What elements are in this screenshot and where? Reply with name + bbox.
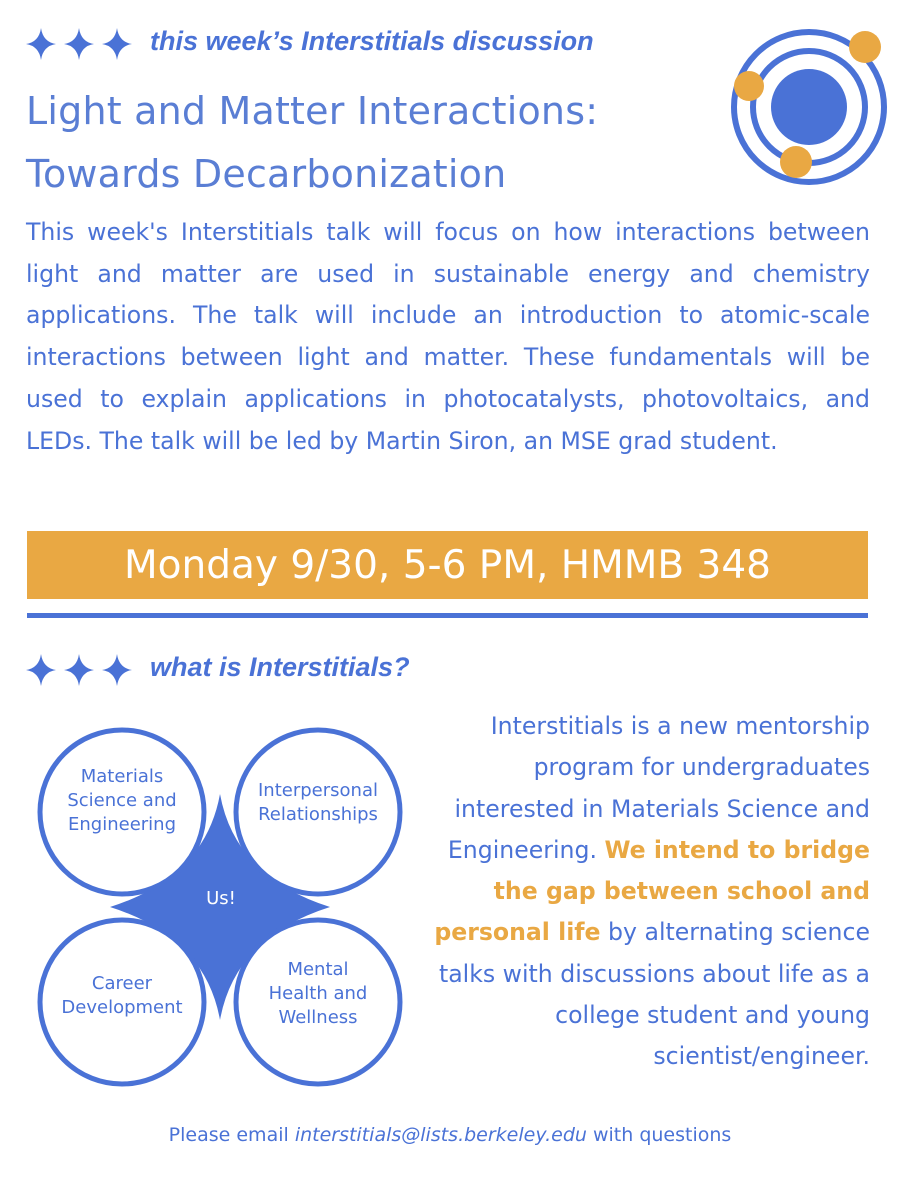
divider: [27, 613, 868, 618]
mission-highlight: We intend to bridge the gap between school and personal life: [434, 835, 870, 947]
talk-description: This week's Interstitials talk will focus on how interactions between light and matter are used in sustainable energy and chemistry applications. The talk will include an introduction to atomic-scale interactions between light and matter. These fundamentals will be used to explain applications in photocatalysts, photovoltaics, and LEDs. The talk will be led by Martin Siron, an MSE grad student.: [26, 218, 870, 455]
about-description: Interstitials is a new mentorship program for undergraduates interested in Materials Science and Engineering. We intend to bridge the gap between school and personal life by alternating science talks with discussions about life as a college student and young scientist/engineer.: [434, 712, 870, 1071]
atom-logo-icon: [724, 22, 894, 192]
section-kicker: this week’s Interstitials discussion: [150, 26, 594, 56]
page-title-line-2: Towards Decarbonization: [26, 152, 507, 196]
circle-materials-science: Materials Science and Engineering: [67, 766, 177, 835]
about-kicker: what is Interstitials?: [150, 652, 410, 682]
circle-career: Career Development: [61, 973, 183, 1018]
sparkle-icon: [24, 652, 134, 688]
sparkle-icon: [24, 26, 134, 62]
event-details: Monday 9/30, 5-6 PM, HMMB 348: [123, 542, 771, 588]
event-banner: [27, 531, 868, 599]
contact-footer: Please email interstitials@lists.berkeley.edu with questions: [168, 1124, 732, 1146]
contact-email[interactable]: interstitials@lists.berkeley.edu: [294, 1124, 587, 1146]
circle-mental-health: Mental Health and Wellness: [268, 959, 368, 1028]
page-title-line-1: Light and Matter Interactions:: [26, 89, 599, 133]
diagram-center-label: Us!: [206, 888, 236, 909]
circle-interpersonal: Interpersonal Relationships: [258, 780, 378, 825]
focus-areas-diagram: [30, 722, 410, 1092]
